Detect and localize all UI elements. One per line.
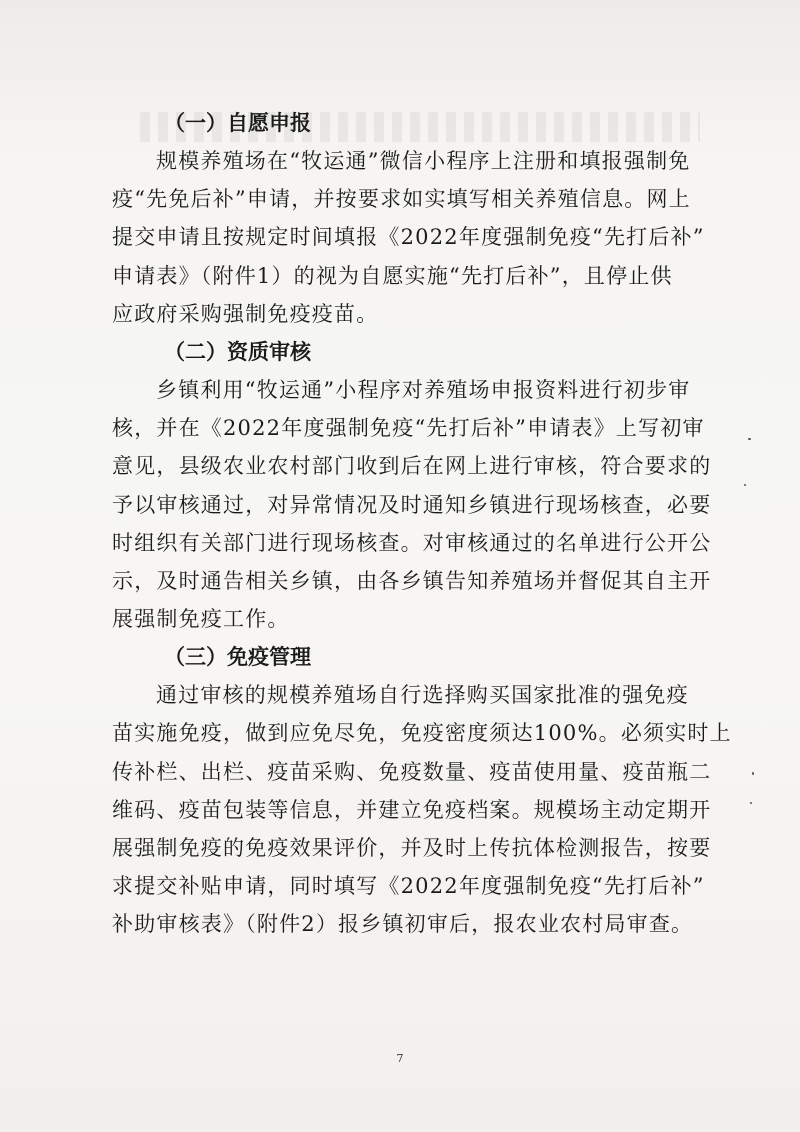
section-heading-2: （二）资质审核 [164,339,311,364]
paragraph-line: 传补栏、出栏、疫苗采购、免疫数量、疫苗使用量、疫苗瓶二 [112,759,712,784]
page-number: 7 [396,1052,404,1065]
paragraph-line: 苗实施免疫，做到应免尽免，免疫密度须达100%。必须实时上 [112,721,732,746]
section-paragraph-2 [112,371,712,638]
paragraph-line: 展强制免疫的免疫效果评价，并及时上传抗体检测报告，按要 [112,836,712,860]
paragraph-line: 通过审核的规模养殖场自行选择购买国家批准的强免疫 [156,683,689,708]
scan-speck [748,438,751,440]
paragraph-line: 展强制免疫工作。 [112,607,290,632]
section-heading-3: （三）免疫管理 [164,645,311,670]
paragraph-line: 提交申请且按规定时间填报《2022年度强制免疫“先打后补” [112,225,705,250]
paragraph-line: 补助审核表》（附件2）报乡镇初审后，报农业农村局审查。 [112,912,694,937]
scan-speck [744,484,746,486]
paragraph-line: 维码、疫苗包装等信息，并建立免疫档案。规模场主动定期开 [112,797,712,822]
scan-speck [750,802,752,804]
paragraph-line: 示，及时通告相关乡镇，由各乡镇告知养殖场并督促其自主开 [112,568,712,593]
paragraph-line: 意见，县级农业农村部门收到后在网上进行审核，符合要求的 [112,454,712,479]
scan-speck [752,772,754,775]
section-heading-1: （一）自愿申报 [164,111,311,135]
paragraph-line: 乡镇利用“牧运通”小程序对养殖场申报资料进行初步审 [156,377,691,402]
paragraph-line: 疫“先免后补”申请，并按要求如实填写相关养殖信息。网上 [112,187,691,212]
section-paragraph-1 [112,142,705,333]
paragraph-line: 申请表》（附件1）的视为自愿实施“先打后补”，且停止供 [112,263,673,288]
paragraph-line: 核，并在《2022年度强制免疫“先打后补”申请表》上写初审 [112,416,705,441]
paragraph-line: 应政府采购强制免疫疫苗。 [112,301,379,326]
paragraph-line: 予以审核通过，对异常情况及时通知乡镇进行现场核查，必要 [112,492,712,517]
paragraph-line: 时组织有关部门进行现场核查。对审核通过的名单进行公开公 [112,530,712,555]
paragraph-line: 规模养殖场在“牧运通”微信小程序上注册和填报强制免 [156,149,691,173]
document-body [112,104,732,944]
section-paragraph-3 [112,676,732,943]
paragraph-line: 求提交补贴申请，同时填写《2022年度强制免疫“先打后补” [112,874,705,899]
